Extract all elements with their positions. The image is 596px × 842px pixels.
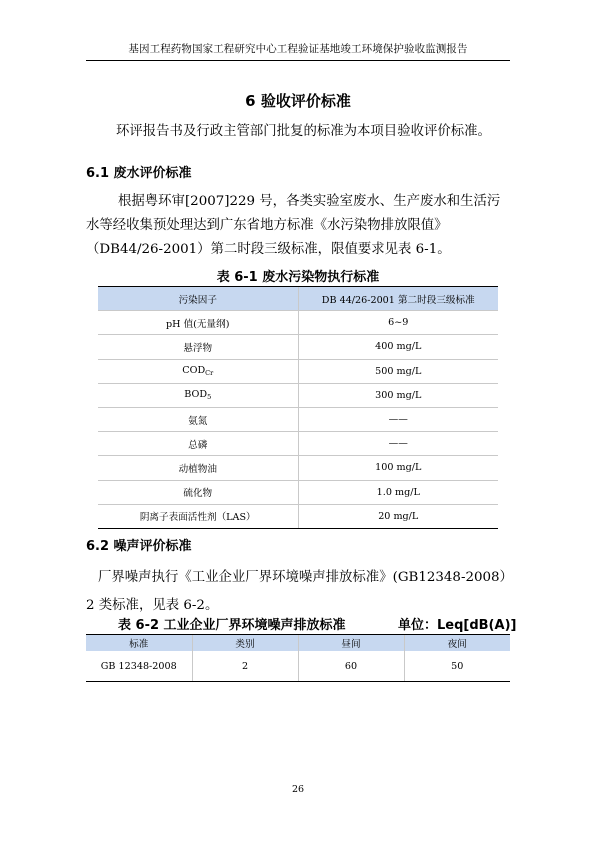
table-row [86,651,510,682]
wastewater-para-line1: 根据粤环审[2007]229 号，各类实验室废水、生产废水和生活污 [118,194,501,209]
limit-cell: 6~9 [298,311,498,335]
intro-paragraph: 环评报告书及行政主管部门批复的标准为本项目验收评价标准。 [116,124,491,139]
nighttime-cell: 50 [404,651,510,682]
pollutant-cell: 悬浮物 [98,335,298,359]
noise-heading: 6.2 噪声评价标准 [86,539,192,554]
pollutant-cell: 总磷 [98,432,298,456]
table-row [98,480,498,504]
table-6-2-unit: 单位：Leq[dB(A)] [398,618,517,633]
wastewater-heading: 6.1 废水评价标准 [86,166,192,181]
table-6-1-caption: 表 6-1 废水污染物执行标准 [216,270,380,285]
pollutant-cell: 氨氮 [98,407,298,431]
column-header-nighttime: 夜间 [404,635,510,652]
table-row [98,407,498,431]
standard-cell: GB 12348-2008 [86,651,192,682]
table-row [98,432,498,456]
noise-standards-table [86,634,510,682]
column-header-category: 类别 [192,635,298,652]
pollutant-cell [98,359,298,383]
column-header-factor: 污染因子 [98,287,298,311]
page-number: 26 [291,784,305,795]
noise-para-line2: 2 类标准，见表 6-2。 [86,598,219,613]
pollutant-cell: 硫化物 [98,480,298,504]
column-header-standard: 标准 [86,635,192,652]
pollutant-cell: 动植物油 [98,456,298,480]
column-header-limit: DB 44/26-2001 第二时段三级标准 [298,287,498,311]
pollutant-name: BOD [184,389,208,401]
wastewater-para-line2: 水等经收集预处理达到广东省地方标准《水污染物排放限值》 [86,218,448,233]
pollutant-subscript: Cr [205,369,214,378]
wastewater-standards-table [98,286,498,529]
limit-cell: 300 mg/L [298,383,498,407]
pollutant-name: COD [182,365,206,377]
table-row [98,311,498,335]
limit-cell: 100 mg/L [298,456,498,480]
table-header-row [98,287,498,311]
section-title: 6 验收评价标准 [245,92,351,110]
table-6-2-caption: 表 6-2 工业企业厂界环境噪声排放标准 [118,618,346,633]
table-row [98,359,498,383]
noise-para-line1: 厂界噪声执行《工业企业厂界环境噪声排放标准》(GB12348-2008） [98,570,513,585]
page-header: 基因工程药物国家工程研究中心工程验证基地竣工环境保护验收监测报告 [86,41,510,61]
pollutant-subscript: 5 [207,393,212,402]
limit-cell: 20 mg/L [298,504,498,528]
limit-cell: 400 mg/L [298,335,498,359]
category-cell: 2 [192,651,298,682]
column-header-daytime: 昼间 [298,635,404,652]
limit-cell: 500 mg/L [298,359,498,383]
table-row [98,383,498,407]
table-row [98,456,498,480]
table-header-row [86,635,510,652]
table-row [98,335,498,359]
pollutant-cell [98,383,298,407]
limit-cell: —— [298,407,498,431]
table-row [98,504,498,528]
daytime-cell: 60 [298,651,404,682]
pollutant-cell: 阴离子表面活性剂（LAS） [98,504,298,528]
wastewater-para-line3: （DB44/26-2001）第二时段三级标准，限值要求见表 6-1。 [86,242,451,257]
limit-cell: 1.0 mg/L [298,480,498,504]
pollutant-cell: pH 值(无量纲) [98,311,298,335]
limit-cell: —— [298,432,498,456]
